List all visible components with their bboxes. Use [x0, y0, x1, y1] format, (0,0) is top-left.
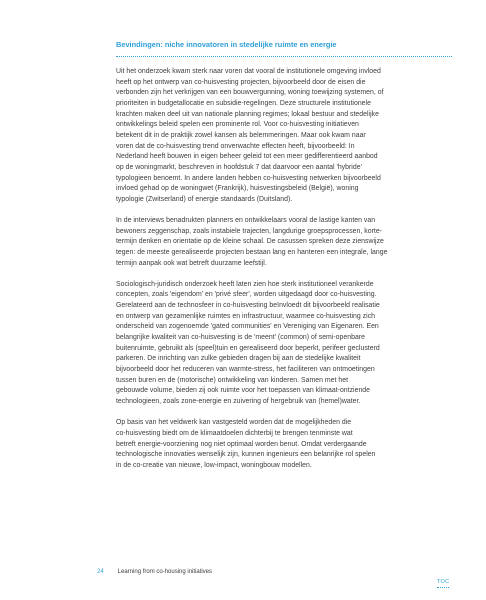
- text-line: in de co-creatie van nieuwe, low-impact, woningbouw modellen.: [116, 461, 312, 469]
- text-line: Op basis van het veldwerk kan vastgesteld worden dat de mogelijkheden die: [116, 419, 352, 427]
- paragraph-2: [116, 216, 452, 269]
- paragraph-3: [116, 280, 452, 408]
- text-line: Sociologisch-juridisch onderzoek heeft laten zien hoe sterk institutioneel verankerde: [116, 280, 374, 288]
- text-line: en ontwerp van gezamenlijke ruimtes en infrastructuur, waarmee co-huisvesting zich: [116, 312, 376, 320]
- text-line: technologieen, zoals zone-energie en zuivering of hergebruik van (hemel)water.: [116, 398, 361, 406]
- publication-title: Learning from co-housing initiatives: [117, 569, 213, 575]
- text-line: Nederland heeft bouwen in eigen beheer geleid tot een meer gedifferentieerd aanbod: [116, 153, 378, 161]
- text-line: termijn denken en orientatie op de kleine schaal. De casussen spreken deze zienswijze: [116, 238, 384, 246]
- text-line: prioriteiten in budgetallocatie en subsidie-regelingen. Deze structurele institutionele: [116, 99, 371, 107]
- text-line: ontwikkelings beleid spelen een prominente rol. Voor co-huisvesting initiatieven: [116, 121, 359, 129]
- text-line: gebouwde volume, bieden zij ook ruimte voor het toepassen van klimaat-ontziende: [116, 387, 371, 395]
- text-line: onderscheid van zogenoemde 'gated communities' en Vereniging van Eigenaren. Een: [116, 323, 379, 331]
- main-content: [116, 40, 452, 482]
- paragraph-4: [116, 418, 452, 471]
- text-line: technologische innovaties wenselijk zijn, kunnen ingenieurs een belanrijke rol spelen: [116, 451, 376, 459]
- text-line: Gerelateerd aan de technosfeer in co-huisvesting beïnvloedt dit bijvoorbeeld realisatie: [116, 302, 380, 310]
- page-footer: [97, 568, 212, 576]
- text-line: verbonden zijn het verkrijgen van een bouwvergunning, woning toewijzing systemen, of: [116, 89, 384, 97]
- text-line: typologie (Zwitserland) of energie standaards (Duitsland).: [116, 195, 293, 203]
- text-line: betekent dit in de praktijk zowel kansen als belemmeringen. Maar ook kwam naar: [116, 131, 366, 139]
- page-number: 24: [97, 569, 104, 575]
- paragraph-1: [116, 67, 452, 206]
- text-line: buitenruimte, gebruikt als (speel)tuin en gerealiseerd door beperkt, perifeer geclusterd: [116, 344, 380, 352]
- text-line: In de interviews benadrukten planners en ontwikkelaars vooral de lastige kanten van: [116, 217, 376, 225]
- text-line: termijn aanpak ook wat betreft duurzame leefstijl.: [116, 259, 267, 267]
- toc-link[interactable]: TOC: [437, 579, 449, 588]
- text-line: heeft op het ontwerp van co-huisvesting projecten, bijvoorbeeld door de eisen die: [116, 78, 366, 86]
- text-line: voren dat de co-huisvesting trend onverwachte effecten heeft, bijvoorbeeld: In: [116, 142, 355, 150]
- text-line: co-huisvesting biedt om de klimaatdoelen dichterbij te brengen tenminste wat: [116, 429, 353, 437]
- text-line: tegen: de meeste gerealiseerde projecten bestaan lang en hanteren een integrale, lange: [116, 249, 388, 256]
- text-line: bijvoorbeeld door het reduceren van warmte-stress, het faciliteren van ontmoetingen: [116, 366, 375, 374]
- section-heading: Bevindingen: niche innovatoren in stedelijke ruimte en energie: [116, 40, 452, 57]
- text-line: parkeren. De inrichting van zulke gebieden dragen bij aan de stedelijke kwaliteit: [116, 355, 361, 363]
- text-line: bewoners zeggenschap, zoals instabiele trajecten, langdurige groepsprocessen, korte-: [116, 227, 382, 235]
- text-line: Uit het onderzoek kwam sterk naar voren dat vooral de institutionele omgeving invloed: [116, 68, 381, 75]
- text-line: tussen buren en de (motorische) ontwikkeling van kinderen. Samen met het: [116, 376, 349, 384]
- text-line: belangrijke kwaliteit van co-huisvesting is de 'meent' (common) of semi-openbare: [116, 334, 365, 342]
- text-line: typologieen benoemt. In andere landen hebben co-huisvesting netwerken bijvoorbeeld: [116, 174, 381, 182]
- text-line: krachten maken deel uit van nationale planning regimes; lokaal bestuur and stedelijke: [116, 110, 379, 118]
- text-line: concepten, zoals 'eigendom' en 'privé sfeer', worden uitgedaagd door co-huisvesting.: [116, 291, 377, 299]
- text-line: invloed gehad op de woningwet (Frankrijk), huisvestingsbeleid (België), woning: [116, 185, 359, 193]
- text-line: betreft energie-voorziening nog niet optimaal worden benut. Omdat verdergaande: [116, 440, 367, 448]
- text-line: op de woningmarkt, beschreven in hoofdstuk 7 dat daarvoor een aantal 'hybride': [116, 163, 362, 171]
